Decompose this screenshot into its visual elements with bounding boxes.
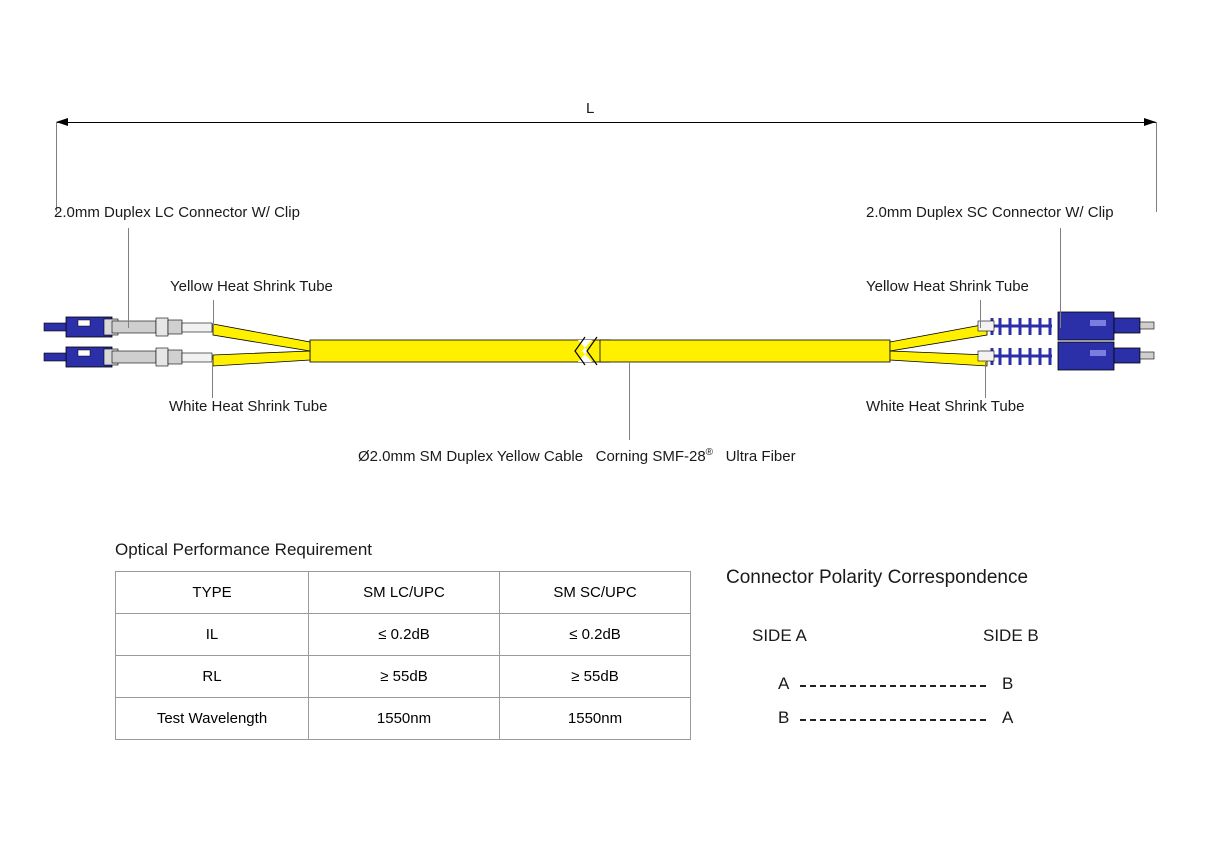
table-header-row	[116, 572, 691, 614]
table-cell-il-lc: ≤ 0.2dB	[309, 614, 500, 656]
leader-right-yellow-tube	[980, 300, 981, 328]
callout-right-connector: 2.0mm Duplex SC Connector W/ Clip	[866, 204, 1114, 221]
callout-right-white-tube: White Heat Shrink Tube	[866, 398, 1025, 415]
table-header-lc: SM LC/UPC	[309, 572, 500, 614]
table-cell-wavelength-sc: 1550nm	[500, 698, 691, 740]
leader-cable	[629, 362, 630, 440]
callout-cable-part1: Ø2.0mm SM Duplex Yellow Cable	[358, 448, 584, 465]
table-cell-wavelength-type: Test Wavelength	[116, 698, 309, 740]
polarity-row1-right: B	[1002, 674, 1014, 693]
performance-table-title: Optical Performance Requirement	[115, 540, 373, 559]
callout-cable-registered-icon: ®	[705, 447, 714, 458]
table-cell-rl-sc: ≥ 55dB	[500, 656, 691, 698]
callout-cable	[358, 447, 796, 466]
dimension-extension-left	[56, 122, 57, 212]
callout-left-connector: 2.0mm Duplex LC Connector W/ Clip	[54, 204, 300, 221]
leader-left-white-tube	[212, 360, 213, 398]
polarity-row2-line	[800, 719, 986, 721]
polarity-side-b-label: SIDE B	[983, 626, 1039, 645]
table-cell-il-sc: ≤ 0.2dB	[500, 614, 691, 656]
table-header-type: TYPE	[116, 572, 309, 614]
overall-length-dimension-line	[56, 122, 1156, 123]
leader-right-connector	[1060, 228, 1061, 328]
polarity-title: Connector Polarity Correspondence	[726, 567, 1029, 588]
callout-cable-part3: Ultra Fiber	[725, 448, 796, 465]
table-cell-rl-type: RL	[116, 656, 309, 698]
callout-left-yellow-tube: Yellow Heat Shrink Tube	[170, 278, 333, 295]
leader-left-yellow-tube	[213, 300, 214, 328]
leader-left-connector	[128, 228, 129, 328]
table-row	[116, 698, 691, 740]
callout-cable-part2: Corning SMF-28	[595, 448, 706, 465]
polarity-row1-left: A	[778, 674, 790, 693]
callout-left-white-tube: White Heat Shrink Tube	[169, 398, 328, 415]
table-cell-wavelength-lc: 1550nm	[309, 698, 500, 740]
table-row	[116, 656, 691, 698]
table-row	[116, 614, 691, 656]
leader-right-white-tube	[985, 362, 986, 398]
polarity-side-a-label: SIDE A	[752, 626, 807, 645]
polarity-row2-left: B	[778, 708, 790, 727]
polarity-row2-right: A	[1002, 708, 1014, 727]
optical-performance-table	[115, 571, 691, 740]
dimension-extension-right	[1156, 122, 1157, 212]
table-header-sc: SM SC/UPC	[500, 572, 691, 614]
table-cell-il-type: IL	[116, 614, 309, 656]
table-cell-rl-lc: ≥ 55dB	[309, 656, 500, 698]
dimension-arrow-right-icon	[1144, 118, 1156, 126]
dimension-arrow-left-icon	[56, 118, 68, 126]
polarity-row1-line	[800, 685, 986, 687]
callout-right-yellow-tube: Yellow Heat Shrink Tube	[866, 278, 1029, 295]
dimension-label-L: L	[586, 100, 595, 117]
